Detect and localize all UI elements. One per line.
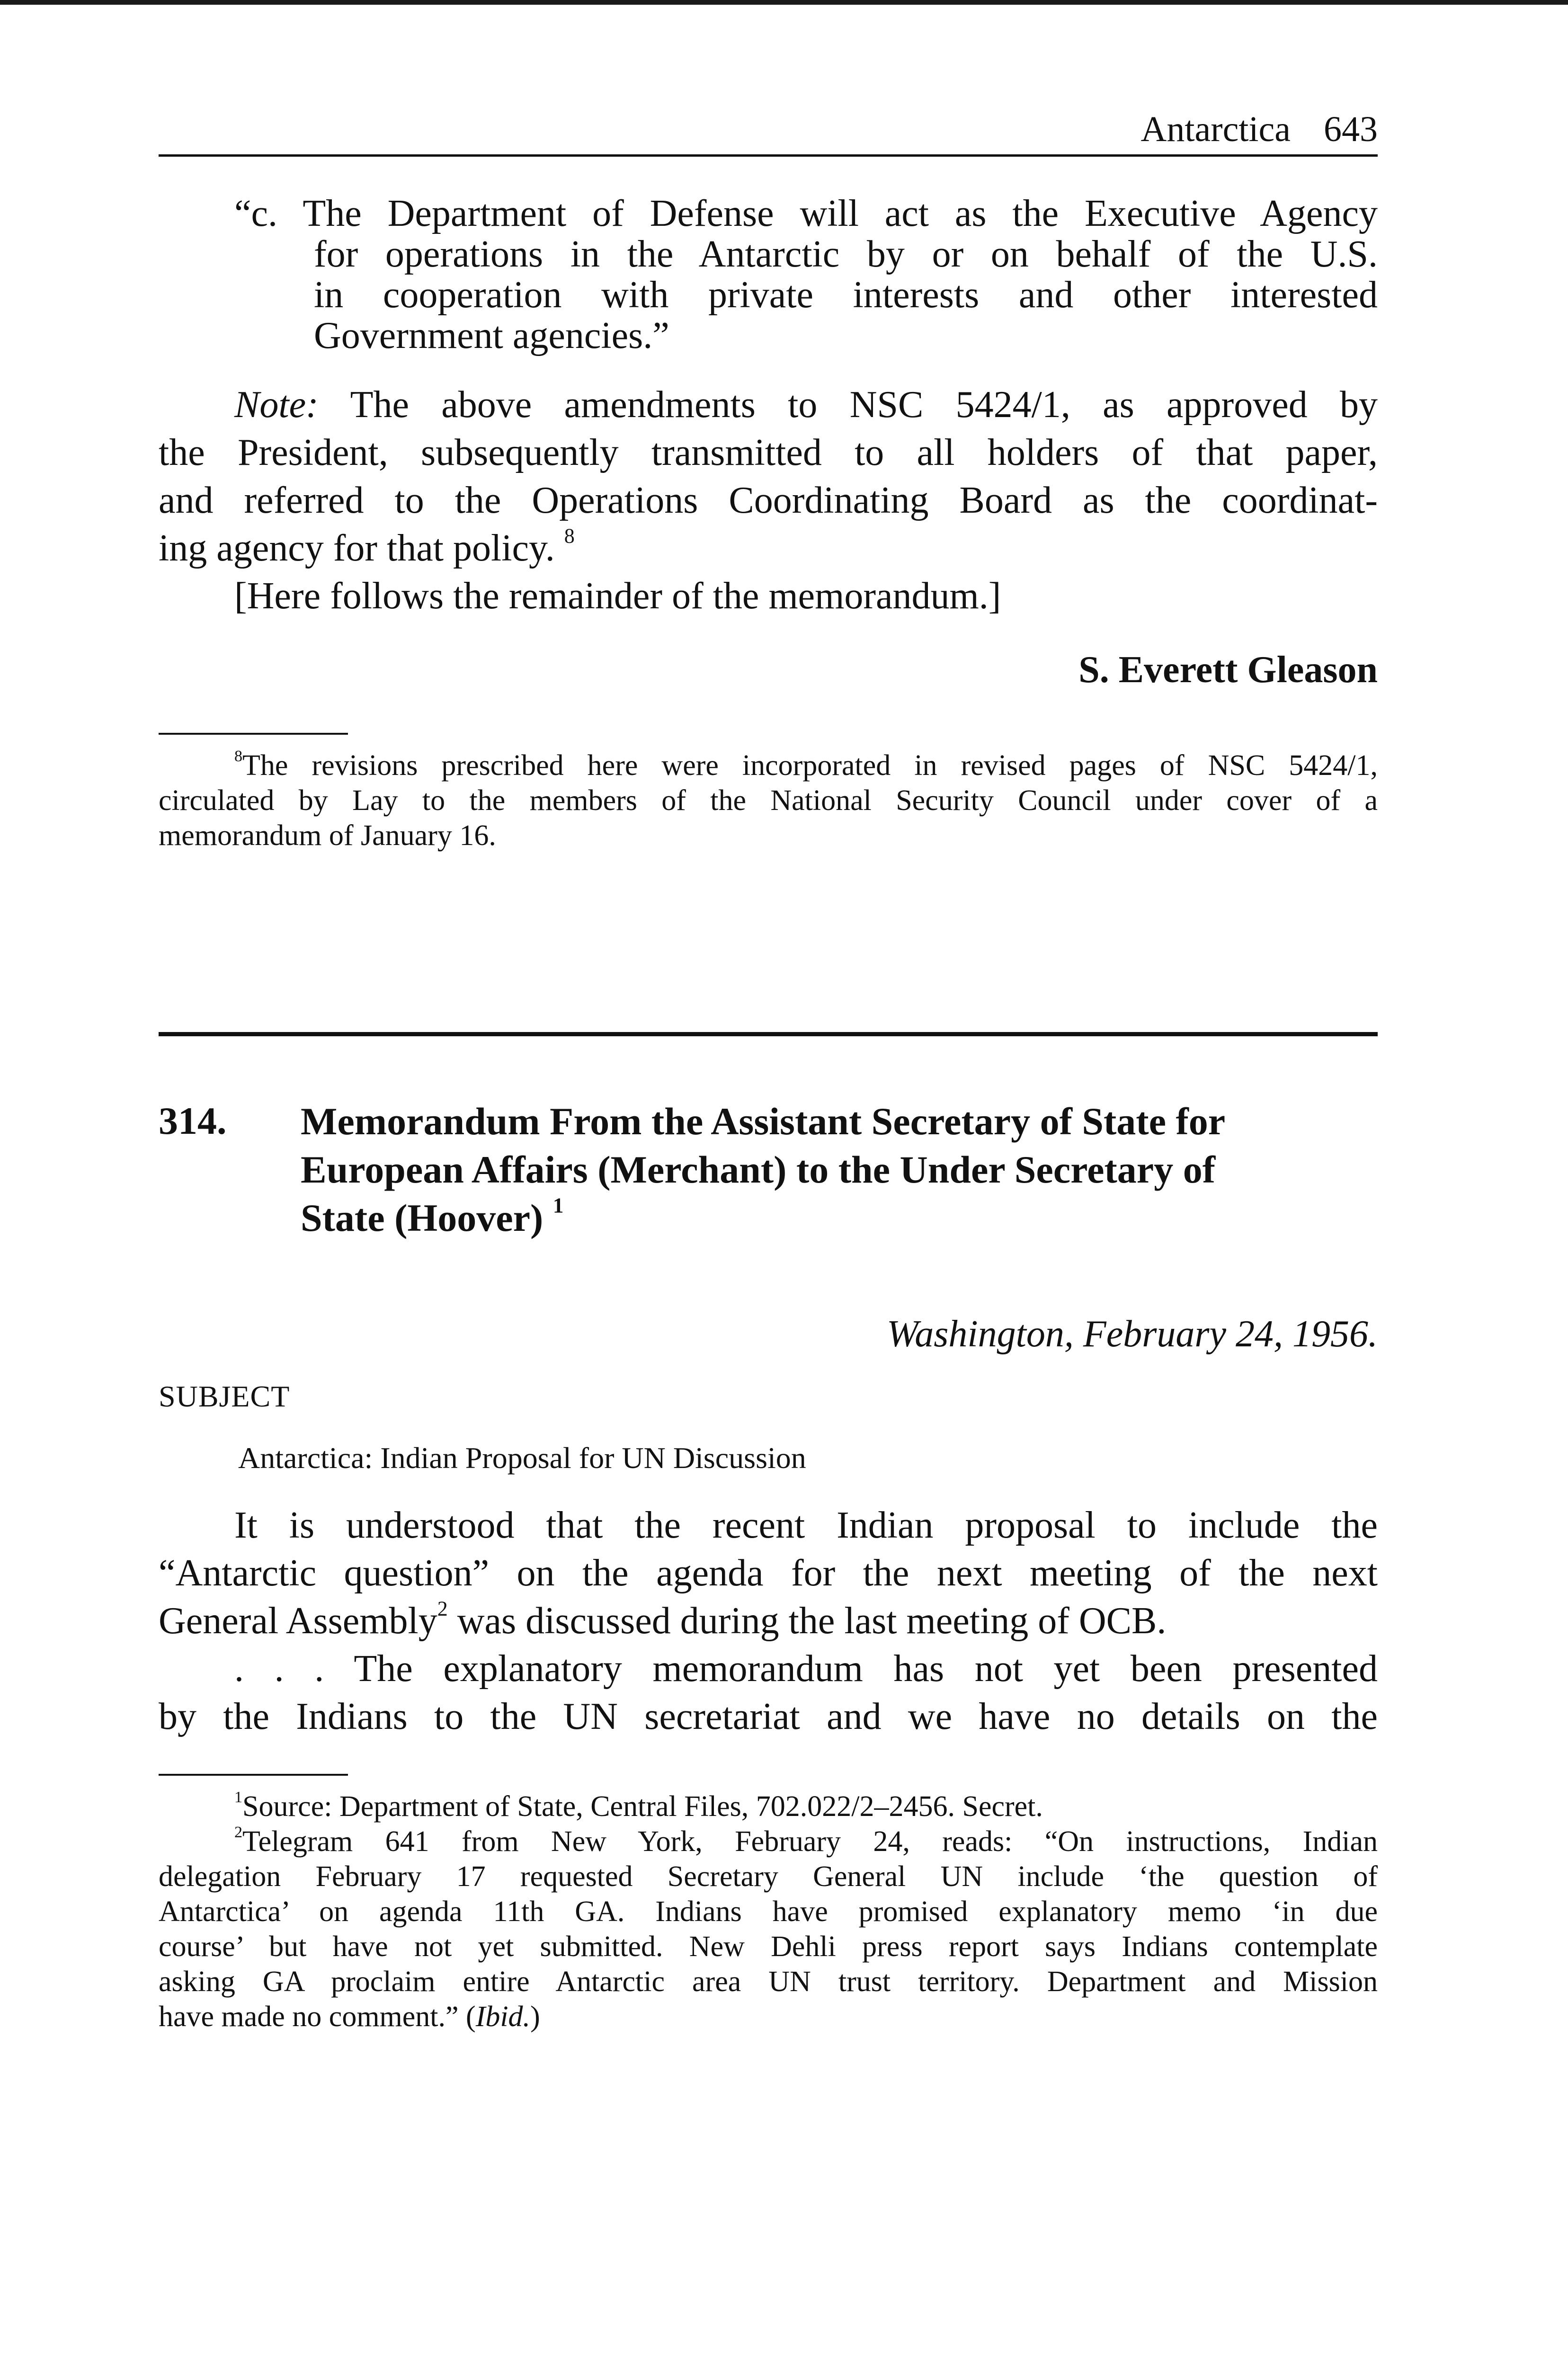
section-divider <box>159 1032 1378 1036</box>
running-head-title: Antarctica <box>1140 109 1291 149</box>
footnote-line: circulated by Lay to the members of the National Security Council under cover of a <box>159 784 1378 817</box>
subject-text: Antarctica: Indian Proposal for UN Discussion <box>238 1441 806 1475</box>
title-line: European Affairs (Merchant) to the Under Secretary of <box>301 1148 1216 1191</box>
body-line: It is understood that the recent Indian proposal to include the <box>234 1504 1378 1546</box>
title-line: Memorandum From the Assistant Secretary of State for <box>301 1100 1226 1143</box>
footnote-8 <box>159 748 1378 853</box>
footnote-marker: 8 <box>234 747 243 765</box>
note-label: Note: <box>234 384 319 426</box>
footnote-1: $^1$Source: Department of State, Central Files, 702.022/2–2456. Secret. <box>234 1789 1043 1823</box>
footnote-2-line: have made no comment.” (Ibid.) <box>159 2001 540 2033</box>
running-head <box>159 108 1378 151</box>
quote-line: Government agencies.” <box>314 315 669 356</box>
footnote-line: memorandum of January 16. <box>159 819 496 852</box>
footnote-marker: 1 <box>234 1789 243 1806</box>
body-text <box>159 1502 1378 1741</box>
title-line: State (Hoover) $^1$ <box>301 1193 564 1239</box>
footnote-rule <box>159 733 348 735</box>
footnote-2-line: asking GA proclaim entire Antarctic area UN trust territory. Department and Mission <box>159 1966 1378 1998</box>
footnote-2-line: Antarctica’ on agenda 11th GA. Indians have promised explanatory memo ‘in due <box>159 1895 1378 1928</box>
header-rule <box>159 154 1378 157</box>
body-line: General Assembly$^2$ was discussed during the last meeting of OCB. <box>159 1597 1167 1642</box>
footnote-2-line: $^2$Telegram 641 from New York, February 24, reads: “On instructions, Indian <box>234 1824 1378 1858</box>
footnote-line: $^8$The revisions prescribed here were incorporated in revised pages of NSC 5424/1, <box>234 747 1378 782</box>
footnotes-section <box>159 1789 1378 2034</box>
body-line: “Antarctic question” on the agenda for the next meeting of the next <box>159 1552 1378 1594</box>
footnote-marker: 2 <box>234 1824 243 1842</box>
body-line: . . . The explanatory memorandum has not yet been presented <box>234 1648 1378 1690</box>
signature: S. Everett Gleason <box>1078 649 1378 691</box>
dateline: Washington, February 24, 1956. <box>886 1313 1378 1355</box>
footnote-2-line: course’ but have not yet submitted. New Dehli press report says Indians contemplate <box>159 1931 1378 1963</box>
body-line: by the Indians to the UN secretariat and we have no details on the <box>159 1696 1378 1737</box>
ibid-citation: Ibid. <box>475 2001 531 2033</box>
note-paragraph <box>159 381 1378 620</box>
quote-line: for operations in the Antarctic by or on behalf of the U.S. <box>314 233 1378 275</box>
footnote-ref-2: 2 <box>437 1597 448 1620</box>
quote-line: in cooperation with private interests and other interested <box>314 274 1378 316</box>
footnote-ref-1: 1 <box>552 1193 564 1218</box>
remainder-line: [Here follows the remainder of the memorandum.] <box>234 575 1001 617</box>
page-number: 643 <box>1324 109 1378 149</box>
note-line: Note: The above amendments to NSC 5424/1, as approved by <box>234 384 1378 426</box>
quoted-paragraph-c <box>234 193 1378 356</box>
footnote-2-line: delegation February 17 requested Secretary General UN include ‘the question of <box>159 1860 1378 1893</box>
footnote-ref-8: 8 <box>564 524 575 548</box>
document-title <box>301 1097 1378 1242</box>
footnote-rule <box>159 1774 348 1776</box>
scan-top-edge <box>0 0 1568 5</box>
document-number: 314. <box>159 1099 227 1142</box>
quote-line: “c. The Department of Defense will act as the Executive Agency <box>234 193 1378 234</box>
subject-label: SUBJECT <box>159 1379 290 1413</box>
note-line: ing agency for that policy. $^8$ <box>159 524 575 569</box>
note-line: and referred to the Operations Coordinating Board as the coordinat- <box>159 480 1378 521</box>
note-line: the President, subsequently transmitted to all holders of that paper, <box>159 432 1378 473</box>
